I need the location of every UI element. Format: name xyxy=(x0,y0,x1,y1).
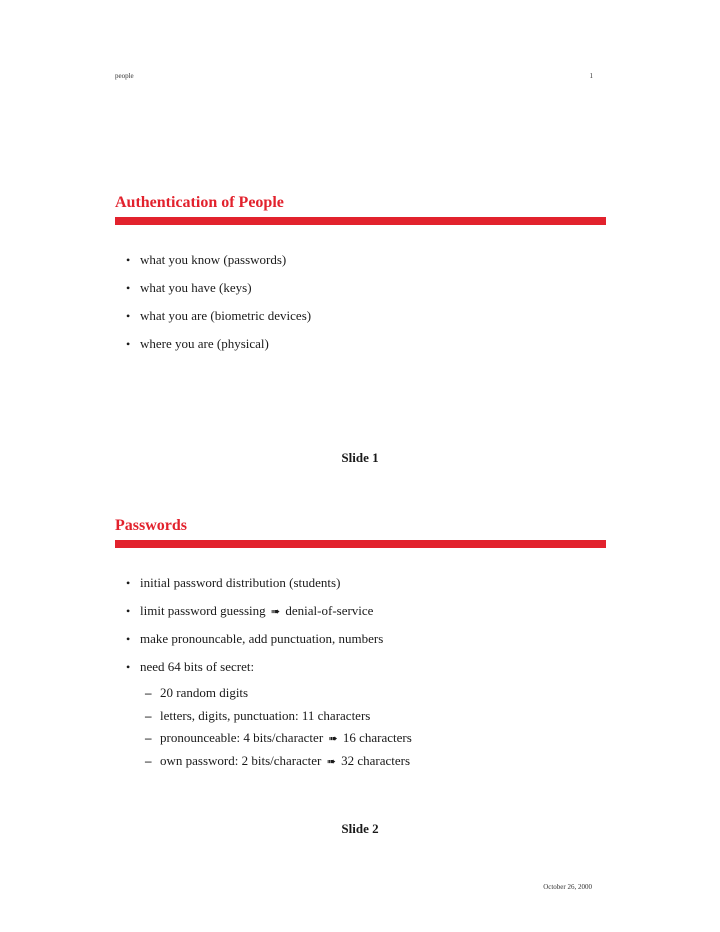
subbullet-list xyxy=(115,685,606,775)
list-item xyxy=(115,336,606,364)
dash-icon: – xyxy=(145,752,152,768)
bullet-text: where you are (physical) xyxy=(140,336,269,351)
title-rule xyxy=(115,217,606,225)
bullet-icon: • xyxy=(126,337,131,351)
dash-icon: – xyxy=(145,685,152,700)
bullet-text: what you know (passwords) xyxy=(140,252,287,267)
bullet-text-post: denial-of-service xyxy=(285,603,374,618)
header-page-number: 1 xyxy=(589,72,593,80)
bullet-text: what you are (biometric devices) xyxy=(140,308,312,323)
bullet-icon: • xyxy=(126,576,131,590)
bullet-icon: • xyxy=(126,309,131,323)
slide-title: Authentication of People xyxy=(115,194,284,211)
slide-label: Slide 1 xyxy=(341,450,379,465)
bullet-icon: • xyxy=(126,660,131,674)
bullet-text-pre: limit password guessing xyxy=(140,603,266,618)
list-item xyxy=(115,252,606,280)
header-filename: people xyxy=(115,72,134,80)
bullet-list xyxy=(115,575,606,685)
bullet-list xyxy=(115,252,606,364)
page-header xyxy=(115,72,593,84)
list-item xyxy=(115,730,606,753)
subbullet-text-pre: own password: 2 bits/character xyxy=(160,752,322,768)
bullet-icon: • xyxy=(126,281,131,295)
list-item xyxy=(115,280,606,308)
bullet-text: need 64 bits of secret: xyxy=(140,659,255,674)
bullet-text: make pronouncable, add punctuation, numbers xyxy=(140,631,384,646)
dash-icon: – xyxy=(145,707,152,723)
subbullet-text: letters, digits, punctuation: 11 characters xyxy=(160,707,371,723)
slide-2 xyxy=(115,516,606,775)
arrow-icon: ➠ xyxy=(328,733,338,745)
subbullet-text-pre: pronounceable: 4 bits/character xyxy=(160,730,324,745)
list-item xyxy=(115,753,606,776)
arrow-icon: ➠ xyxy=(326,755,336,768)
page-footer-date: October 26, 2000 xyxy=(543,883,592,891)
title-rule xyxy=(115,540,606,548)
slide-1 xyxy=(115,193,606,364)
list-item xyxy=(115,708,606,731)
bullet-text: what you have (keys) xyxy=(140,280,252,295)
bullet-icon: • xyxy=(126,604,131,618)
slide-title: Passwords xyxy=(115,517,188,534)
list-item xyxy=(115,575,606,603)
arrow-icon: ➠ xyxy=(270,606,281,618)
slide-label: Slide 2 xyxy=(341,821,379,836)
dash-icon: – xyxy=(145,730,152,745)
bullet-icon: • xyxy=(126,253,131,267)
bullet-icon: • xyxy=(126,632,131,646)
list-item xyxy=(115,685,606,708)
list-item xyxy=(115,631,606,659)
subbullet-text-post: 32 characters xyxy=(341,752,411,768)
subbullet-text-post: 16 characters xyxy=(342,730,412,745)
subbullet-text: 20 random digits xyxy=(160,685,249,700)
bullet-text: initial password distribution (students) xyxy=(140,575,341,590)
list-item xyxy=(115,603,606,631)
list-item xyxy=(115,308,606,336)
list-item xyxy=(115,659,606,685)
